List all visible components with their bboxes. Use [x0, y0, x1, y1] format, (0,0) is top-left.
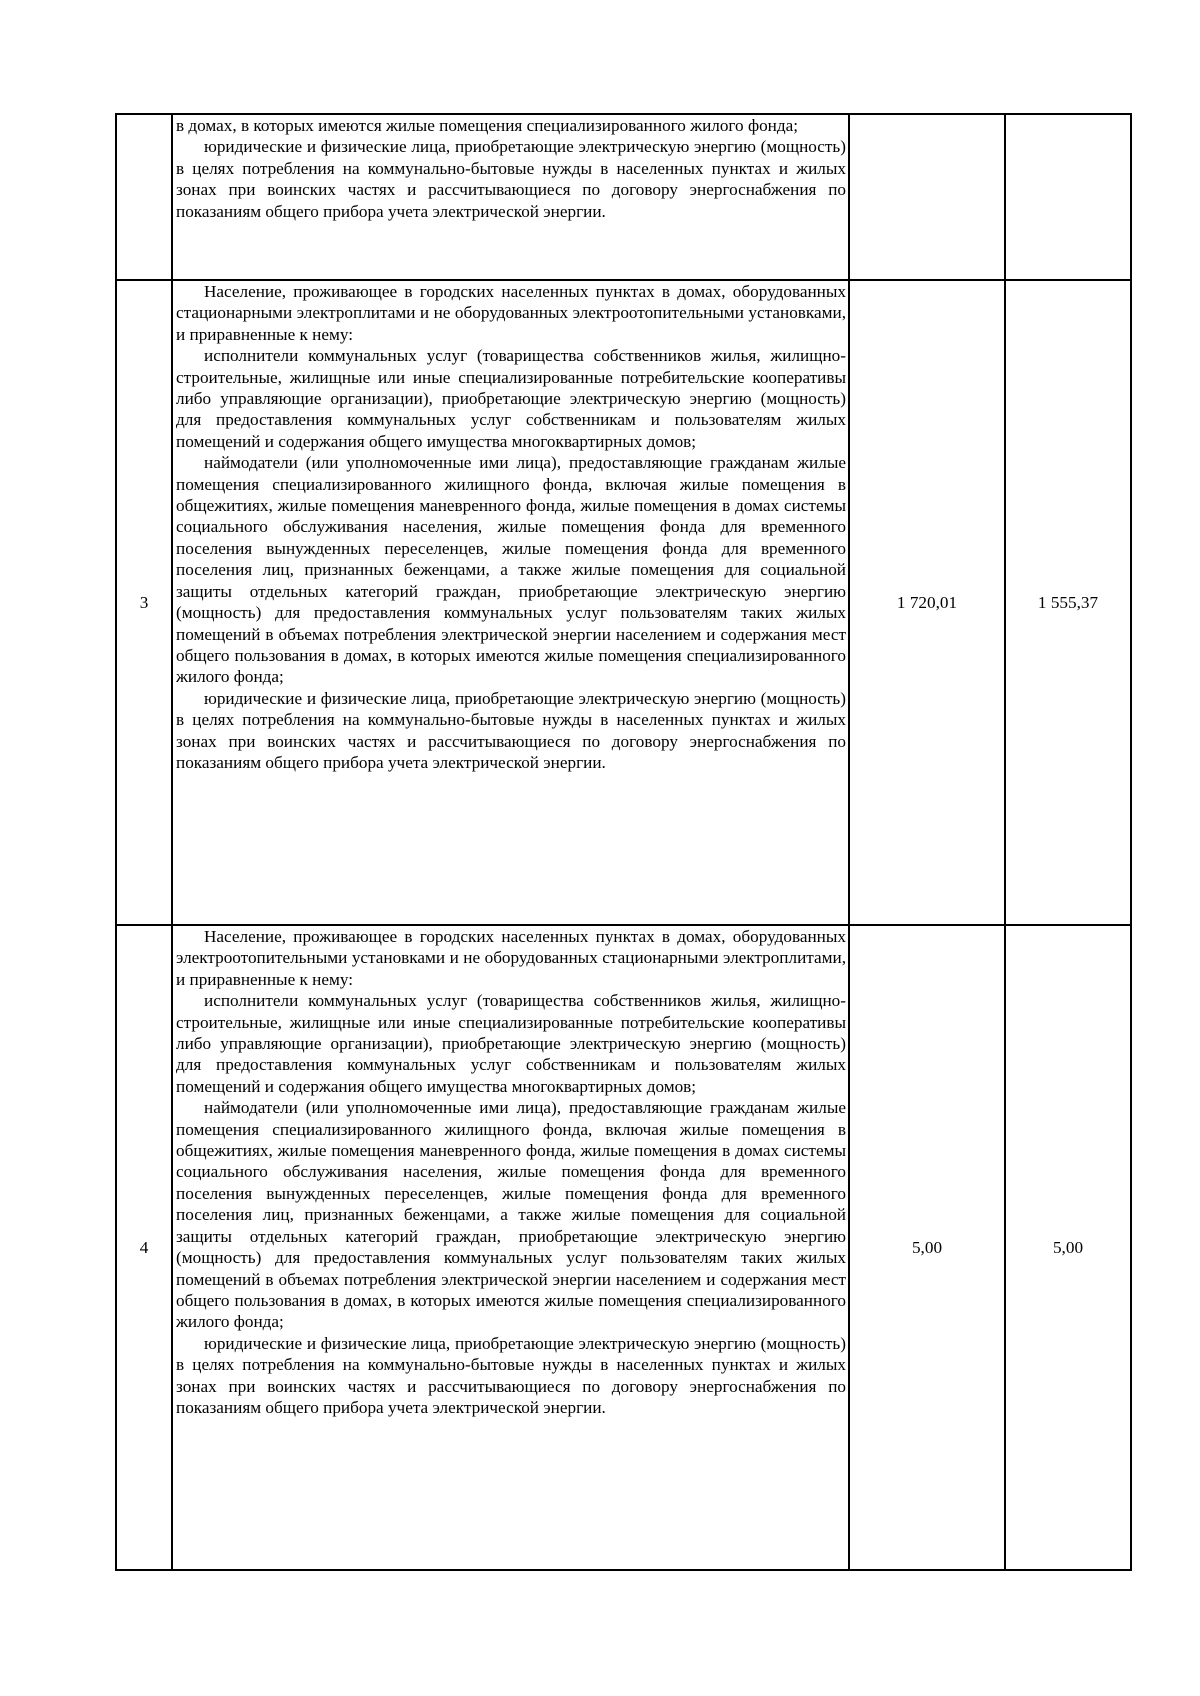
tariff-table — [115, 113, 1132, 1571]
tariff-value-2: 1 555,37 — [1005, 280, 1131, 925]
tariff-value-1: 1 720,01 — [849, 280, 1005, 925]
tariff-value-1 — [849, 114, 1005, 280]
row-description — [172, 925, 849, 1570]
row-number — [116, 114, 172, 280]
tariff-value-2 — [1005, 114, 1131, 280]
description-paragraph: наймодатели (или уполномоченные ими лица), предоставляющие гражданам жилые помещения специализированного жилищного фонда, включая жилые помещения в общежитиях, жилые помещения маневренного фонда, жилые помещения в домах системы социального обслуживания населения, жилые помещения фонда для временного поселения вынужденных переселенцев, жилые помещения фонда для временного поселения лиц, признанных беженцами, а также жилые помещения для социальной защиты отдельных категорий граждан, приобретающие электрическую энергию (мощность) для предоставления коммунальных услуг пользователям таких жилых помещений в объемах потребления электрической энергии населением и содержания мест общего пользования в домах, в которых имеются жилые помещения специализированного жилого фонда; — [176, 1098, 846, 1332]
description-paragraph: юридические и физические лица, приобретающие электрическую энергию (мощность) в целях потребления на коммунально-бытовые нужды в населенных пунктах и жилых зонах при воинских частях и рассчитывающиеся по договору энергоснабжения по показаниям общего прибора учета электрической энергии. — [176, 1333, 846, 1417]
row-number: 3 — [116, 280, 172, 925]
description-paragraph: исполнители коммунальных услуг (товарищества собственников жилья, жилищно-строительные, жилищные или иные специализированные потребительские кооперативы либо управляющие организации), приобретающие электрическую энергию (мощность) для предоставления коммунальных услуг собственникам и пользователям жилых помещений и содержания общего имущества многоквартирных домов; — [176, 346, 846, 451]
description-paragraph: Население, проживающее в городских населенных пунктах в домах, оборудованных электроотопительными установками и не оборудованных стационарными электроплитами, и приравненные к нему: — [176, 927, 846, 989]
description-paragraph: Население, проживающее в городских населенных пунктах в домах, оборудованных стационарными электроплитами и не оборудованных электроотопительными установками, и приравненные к нему: — [176, 282, 846, 344]
row-description — [172, 114, 849, 280]
row-number: 4 — [116, 925, 172, 1570]
description-paragraph: в домах, в которых имеются жилые помещения специализированного жилого фонда; — [176, 116, 799, 135]
description-paragraph: исполнители коммунальных услуг (товарищества собственников жилья, жилищно-строительные, жилищные или иные специализированные потребительские кооперативы либо управляющие организации), приобретающие электрическую энергию (мощность) для предоставления коммунальных услуг собственникам и пользователям жилых помещений и содержания общего имущества многоквартирных домов; — [176, 991, 846, 1096]
description-paragraph: юридические и физические лица, приобретающие электрическую энергию (мощность) в целях потребления на коммунально-бытовые нужды в населенных пунктах и жилых зонах при воинских частях и рассчитывающиеся по договору энергоснабжения по показаниям общего прибора учета электрической энергии. — [176, 137, 846, 221]
tariff-value-1: 5,00 — [849, 925, 1005, 1570]
tariff-value-2: 5,00 — [1005, 925, 1131, 1570]
row-description — [172, 280, 849, 925]
description-paragraph: наймодатели (или уполномоченные ими лица), предоставляющие гражданам жилые помещения специализированного жилищного фонда, включая жилые помещения в общежитиях, жилые помещения маневренного фонда, жилые помещения в домах системы социального обслуживания населения, жилые помещения фонда для временного поселения вынужденных переселенцев, жилые помещения фонда для временного поселения лиц, признанных беженцами, а также жилые помещения для социальной защиты отдельных категорий граждан, приобретающие электрическую энергию (мощность) для предоставления коммунальных услуг пользователям таких жилых помещений в объемах потребления электрической энергии населением и содержания мест общего пользования в домах, в которых имеются жилые помещения специализированного жилого фонда; — [176, 453, 846, 687]
table-row — [116, 280, 1131, 925]
table-row — [116, 114, 1131, 280]
description-paragraph: юридические и физические лица, приобретающие электрическую энергию (мощность) в целях потребления на коммунально-бытовые нужды в населенных пунктах и жилых зонах при воинских частях и рассчитывающиеся по договору энергоснабжения по показаниям общего прибора учета электрической энергии. — [176, 688, 846, 772]
table-row — [116, 925, 1131, 1570]
